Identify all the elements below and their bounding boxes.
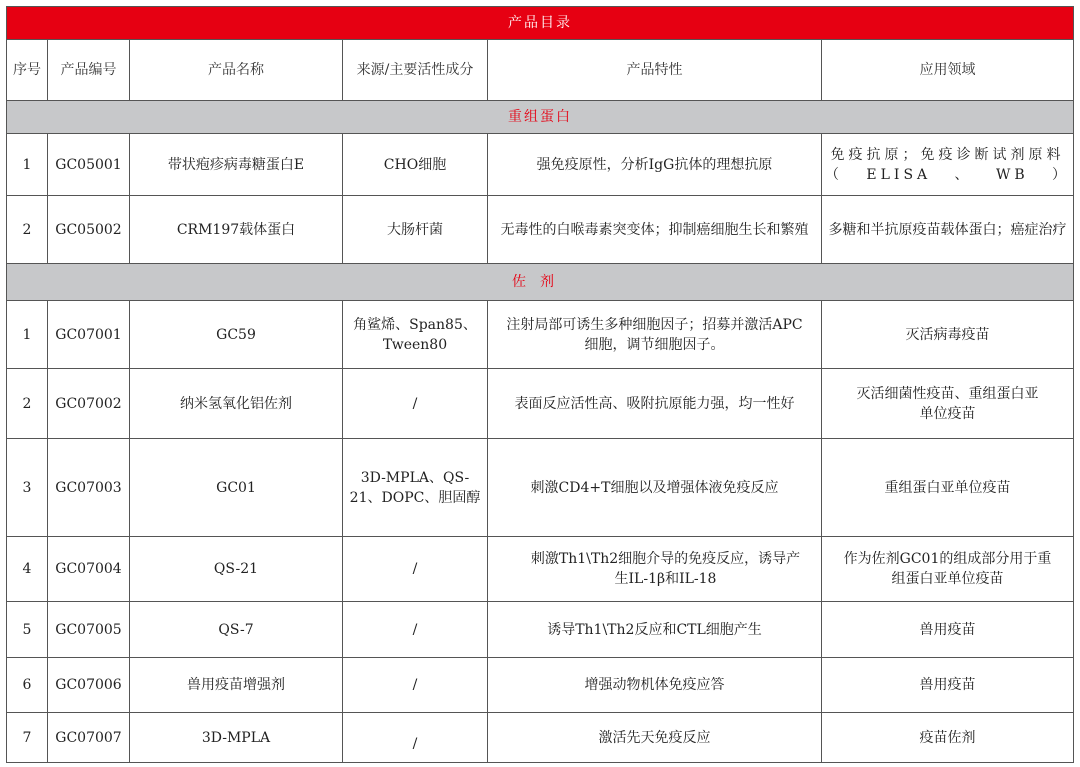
table-row	[7, 602, 1074, 658]
table-row	[7, 658, 1074, 713]
cell-source: 大肠杆菌	[343, 196, 488, 264]
cell-name: QS-21	[130, 537, 343, 602]
cell-code: GC07006	[48, 658, 130, 713]
cell-code: GC07007	[48, 713, 130, 763]
cell-source: /	[343, 369, 488, 439]
cell-no: 1	[7, 134, 48, 196]
cell-application: 灭活细菌性疫苗、重组蛋白亚单位疫苗	[822, 369, 1074, 439]
cell-feature: 刺激CD4+T细胞以及增强体液免疫反应	[488, 439, 822, 537]
cell-source: 角鲨烯、Span85、Tween80	[343, 301, 488, 369]
cell-application: 兽用疫苗	[822, 658, 1074, 713]
cell-no: 1	[7, 301, 48, 369]
cell-code: GC07002	[48, 369, 130, 439]
col-header-code: 产品编号	[48, 40, 130, 101]
cell-code: GC07004	[48, 537, 130, 602]
section-row-adjuvant	[7, 264, 1074, 301]
cell-source: /	[343, 602, 488, 658]
col-header-no: 序号	[7, 40, 48, 101]
cell-application: 疫苗佐剂	[822, 713, 1074, 763]
cell-no: 5	[7, 602, 48, 658]
col-header-feature: 产品特性	[488, 40, 822, 101]
cell-name: 带状疱疹病毒糖蛋白E	[130, 134, 343, 196]
cell-name: 3D-MPLA	[130, 713, 343, 763]
cell-source: /	[343, 658, 488, 713]
cell-source: /	[343, 537, 488, 602]
col-header-name: 产品名称	[130, 40, 343, 101]
cell-source: CHO细胞	[343, 134, 488, 196]
title-row	[7, 7, 1074, 40]
cell-feature: 表面反应活性高、吸附抗原能力强，均一性好	[488, 369, 822, 439]
cell-code: GC07005	[48, 602, 130, 658]
cell-feature: 激活先天免疫反应	[488, 713, 822, 763]
table-row	[7, 537, 1074, 602]
cell-application: 免疫抗原；免疫诊断试剂原料（ELISA、WB）	[822, 134, 1074, 196]
cell-no: 6	[7, 658, 48, 713]
table-row	[7, 439, 1074, 537]
cell-application: 灭活病毒疫苗	[822, 301, 1074, 369]
cell-name: QS-7	[130, 602, 343, 658]
cell-no: 3	[7, 439, 48, 537]
cell-application: 重组蛋白亚单位疫苗	[822, 439, 1074, 537]
cell-feature: 强免疫原性，分析IgG抗体的理想抗原	[488, 134, 822, 196]
cell-feature: 刺激Th1\Th2细胞介导的免疫反应，诱导产生IL-1β和IL-18	[488, 537, 822, 602]
cell-source: 3D-MPLA、QS-21、DOPC、胆固醇	[343, 439, 488, 537]
section-title: 重组蛋白	[7, 101, 1074, 134]
table-row	[7, 713, 1074, 763]
cell-no: 4	[7, 537, 48, 602]
cell-no: 2	[7, 196, 48, 264]
cell-feature: 注射局部可诱生多种细胞因子；招募并激活APC细胞，调节细胞因子。	[488, 301, 822, 369]
cell-name: 兽用疫苗增强剂	[130, 658, 343, 713]
header-row	[7, 40, 1074, 101]
table-row	[7, 369, 1074, 439]
cell-name: GC01	[130, 439, 343, 537]
cell-no: 2	[7, 369, 48, 439]
cell-name: GC59	[130, 301, 343, 369]
section-row-recombinant-protein	[7, 101, 1074, 134]
table-row	[7, 196, 1074, 264]
cell-source: /	[343, 713, 488, 763]
cell-feature: 增强动物机体免疫应答	[488, 658, 822, 713]
cell-application: 作为佐剂GC01的组成部分用于重组蛋白亚单位疫苗	[822, 537, 1074, 602]
section-title: 佐剂	[7, 264, 1074, 301]
cell-name: 纳米氢氧化铝佐剂	[130, 369, 343, 439]
cell-code: GC07001	[48, 301, 130, 369]
cell-feature: 诱导Th1\Th2反应和CTL细胞产生	[488, 602, 822, 658]
col-header-source: 来源/主要活性成分	[343, 40, 488, 101]
cell-application: 兽用疫苗	[822, 602, 1074, 658]
cell-application: 多糖和半抗原疫苗载体蛋白；癌症治疗	[822, 196, 1074, 264]
catalog-title: 产品目录	[7, 7, 1074, 40]
cell-name: CRM197载体蛋白	[130, 196, 343, 264]
table-row	[7, 301, 1074, 369]
cell-code: GC05002	[48, 196, 130, 264]
table-row	[7, 134, 1074, 196]
cell-code: GC07003	[48, 439, 130, 537]
product-catalog-table	[6, 6, 1074, 763]
cell-code: GC05001	[48, 134, 130, 196]
cell-no: 7	[7, 713, 48, 763]
col-header-application: 应用领域	[822, 40, 1074, 101]
cell-feature: 无毒性的白喉毒素突变体；抑制癌细胞生长和繁殖	[488, 196, 822, 264]
